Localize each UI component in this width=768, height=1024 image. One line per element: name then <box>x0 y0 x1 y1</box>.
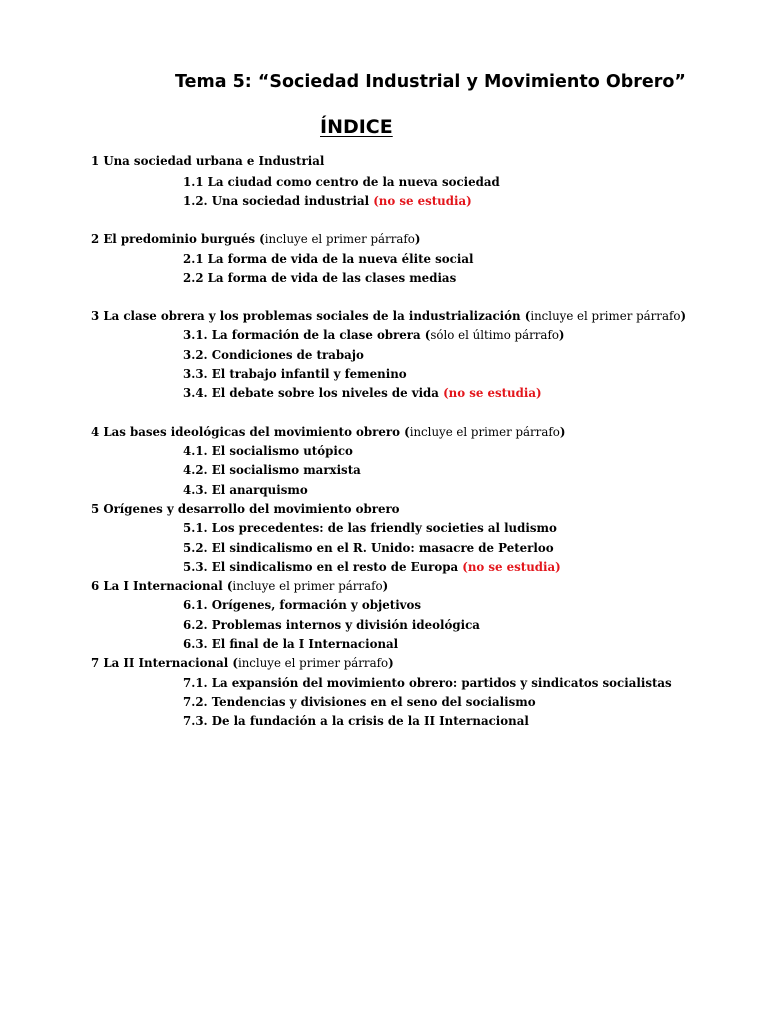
subsection-7-1: 7.1. La expansión del movimiento obrero: partidos y sindicatos socialistas <box>183 676 672 690</box>
subsection-5-1: 5.1. Los precedentes: de las friendly societies al ludismo <box>183 521 557 535</box>
subsection-5-2: 5.2. El sindicalismo en el R. Unido: masacre de Peterloo <box>183 541 554 555</box>
subsection-3-2: 3.2. Condiciones de trabajo <box>183 348 364 362</box>
section-2-heading: 2 El predominio burgués (incluye el primer párrafo) <box>91 232 421 246</box>
subsection-5-3: 5.3. El sindicalismo en el resto de Europa (no se estudia) <box>183 560 561 574</box>
section-note: incluye el primer párrafo <box>237 656 389 670</box>
index-heading: ÍNDICE <box>320 116 393 138</box>
subsection-6-3: 6.3. El final de la I Internacional <box>183 637 399 651</box>
subsection-1-1: 1.1 La ciudad como centro de la nueva sociedad <box>183 175 500 189</box>
not-studied-note: (no se estudia) <box>443 386 542 400</box>
subsection-2-1: 2.1 La forma de vida de la nueva élite social <box>183 252 474 266</box>
subsection-4-2: 4.2. El socialismo marxista <box>183 463 361 477</box>
section-7-heading: 7 La II Internacional (incluye el primer párrafo) <box>91 656 394 670</box>
subsection-2-2: 2.2 La forma de vida de las clases medias <box>183 271 457 285</box>
subsection-6-2: 6.2. Problemas internos y división ideológica <box>183 618 480 632</box>
section-4-heading: 4 Las bases ideológicas del movimiento obrero (incluye el primer párrafo) <box>91 425 566 439</box>
section-note: incluye el primer párrafo <box>232 579 383 593</box>
document-title: Tema 5: “Sociedad Industrial y Movimiento Obrero” <box>175 72 686 92</box>
section-note: incluye el primer párrafo <box>264 232 415 246</box>
section-1-heading <box>91 156 324 168</box>
section-5-heading: 5 Orígenes y desarrollo del movimiento obrero <box>91 502 400 516</box>
subsection-3-4: 3.4. El debate sobre los niveles de vida (no se estudia) <box>183 386 542 400</box>
section-note: incluye el primer párrafo <box>530 309 681 323</box>
section-6-heading: 6 La I Internacional (incluye el primer párrafo) <box>91 579 389 593</box>
subsection-4-1: 4.1. El socialismo utópico <box>183 444 353 458</box>
subsection-3-3: 3.3. El trabajo infantil y femenino <box>183 367 407 381</box>
subsection-7-2: 7.2. Tendencias y divisiones en el seno del socialismo <box>183 695 536 709</box>
not-studied-note: (no se estudia) <box>373 194 472 208</box>
section-1-label: 1 Una sociedad urbana e Industrial <box>91 154 325 168</box>
not-studied-note: (no se estudia) <box>462 560 561 574</box>
subsection-4-3: 4.3. El anarquismo <box>183 483 308 497</box>
section-note: incluye el primer párrafo <box>409 425 560 439</box>
subsection-7-3: 7.3. De la fundación a la crisis de la II Internacional <box>183 714 529 728</box>
subsection-3-1: 3.1. La formación de la clase obrera (sólo el último párrafo) <box>183 328 565 342</box>
subsection-1-2: 1.2. Una sociedad industrial (no se estudia) <box>183 194 472 208</box>
section-3-heading: 3 La clase obrera y los problemas sociales de la industrialización (incluye el primer párrafo) <box>91 309 687 323</box>
last-paragraph-note: sólo el último párrafo <box>430 328 559 342</box>
subsection-6-1: 6.1. Orígenes, formación y objetivos <box>183 598 422 612</box>
